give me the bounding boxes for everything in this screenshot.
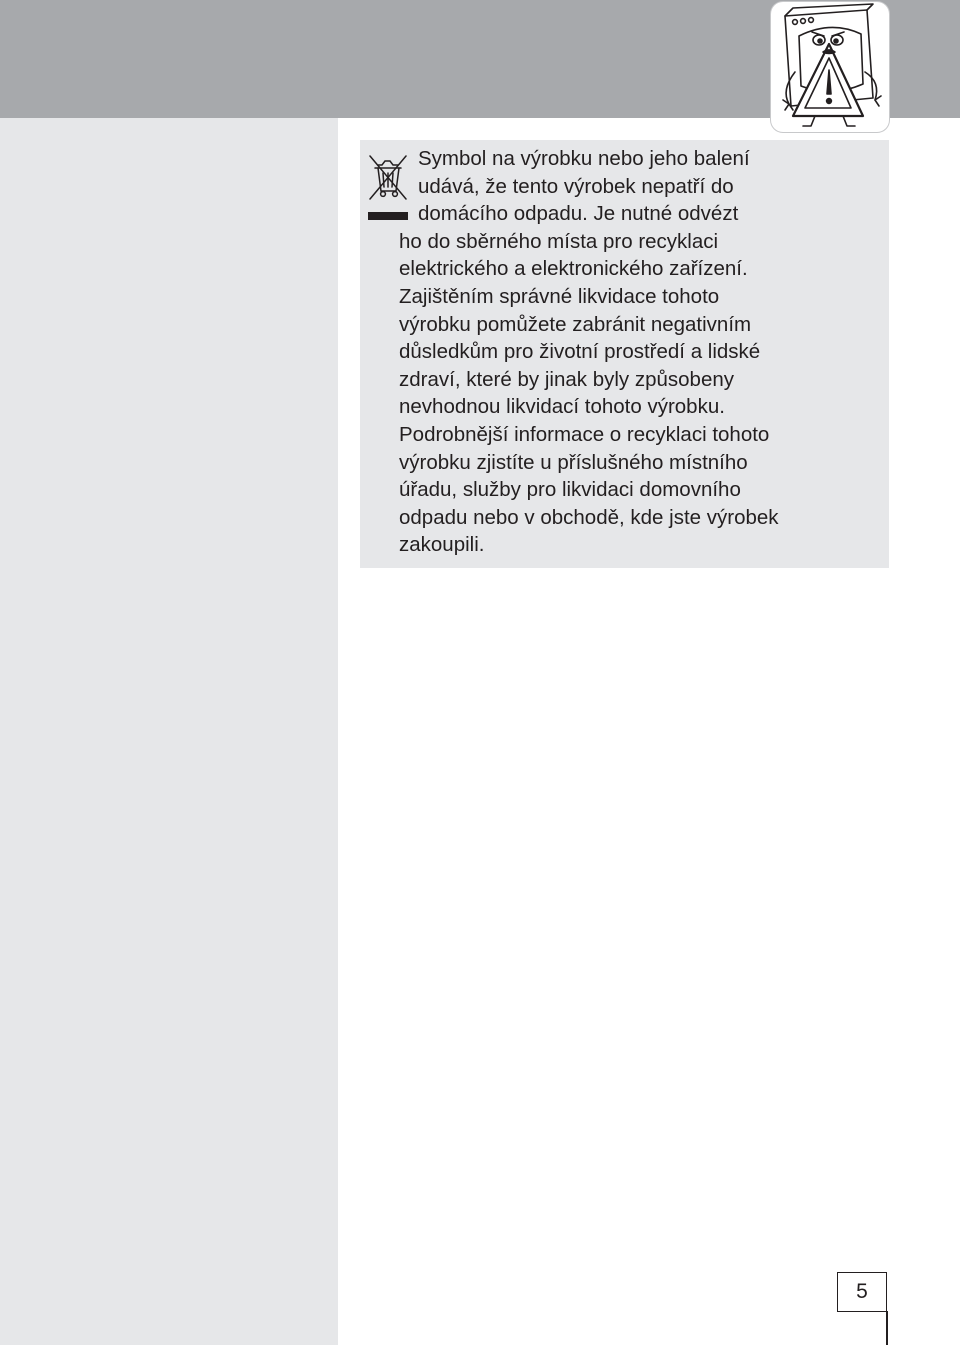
page-number-rule [886,1311,888,1345]
notice-line: Symbol na výrobku nebo jeho balení [418,147,750,170]
notice-line: odpadu nebo v obchodě, kde jste výrobek [399,505,779,529]
notice-line: zdraví, které by jinak byly způsobeny [399,367,734,391]
notice-line: udává, že tento výrobek nepatří do [418,174,734,198]
notice-line: výrobku pomůžete zabránit negativním [399,312,752,336]
notice-line: důsledkům pro životní prostředí a lidské [399,340,761,364]
notice-line: elektrického a elektronického zařízení. [399,257,748,281]
notice-line: nevhodnou likvidací tohoto výrobku. [399,395,725,419]
notice-line: zakoupili. [399,533,485,557]
disposal-notice-text [360,145,860,559]
warning-mascot-icon [771,2,889,132]
notice-line: ho do sběrného místa pro recyklaci [399,229,719,253]
page-number: 5 [837,1272,887,1312]
notice-line: úřadu, služby pro likvidaci domovního [399,478,741,502]
notice-line: domácího odpadu. Je nutné odvézt [418,202,739,226]
notice-line: výrobku zjistíte u příslušného místního [399,450,748,474]
disposal-notice-box [360,140,889,568]
notice-line: Zajištěním správné likvidace tohoto [399,284,720,308]
notice-line: Podrobnější informace o recyklaci tohoto [399,422,770,446]
